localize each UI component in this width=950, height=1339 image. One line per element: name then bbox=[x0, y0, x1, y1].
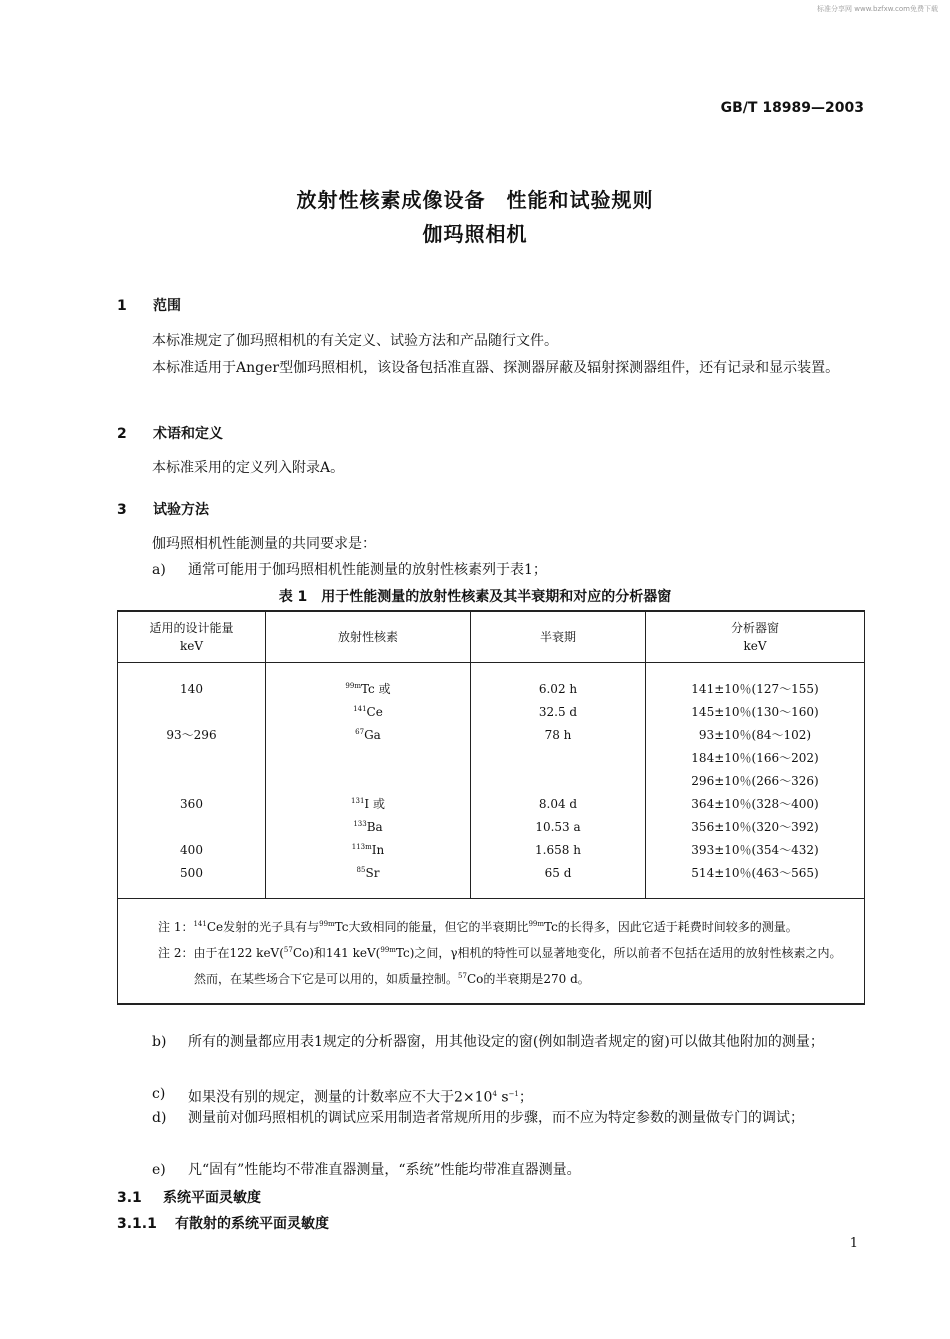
table-row bbox=[118, 700, 865, 723]
table-caption: 表 1 用于性能测量的放射性核素及其半衰期和对应的分析器窗 bbox=[278, 589, 672, 605]
table-notes bbox=[118, 899, 865, 1005]
cell-energy: 400 bbox=[118, 838, 266, 861]
cell-halflife: 10.53 a bbox=[471, 815, 646, 838]
section-number: 3.1 bbox=[117, 1190, 142, 1206]
cell-energy: 500 bbox=[118, 861, 266, 899]
section-3-heading bbox=[117, 499, 209, 519]
header-energy: 适用的设计能量 keV bbox=[118, 611, 266, 663]
standard-number: GB/T 18989—2003 bbox=[720, 100, 864, 116]
section-title: 系统平面灵敏度 bbox=[163, 1190, 261, 1206]
list-label: a) bbox=[152, 562, 166, 578]
list-item-d bbox=[152, 1105, 864, 1131]
cell-energy bbox=[118, 815, 266, 838]
list-item-a bbox=[152, 557, 864, 583]
cell-nuclide bbox=[266, 746, 471, 769]
section-3-1-heading bbox=[117, 1187, 261, 1207]
cell-energy: 140 bbox=[118, 663, 266, 701]
list-label: d) bbox=[152, 1110, 167, 1126]
cell-nuclide: $^{141}$Ce bbox=[266, 700, 471, 723]
cell-energy bbox=[118, 769, 266, 792]
section-title: 试验方法 bbox=[153, 502, 209, 518]
cell-energy: 360 bbox=[118, 792, 266, 815]
table-note-1: 注 1：$^{141}$Ce发射的光子具有与$^{99m}$Tc大致相同的能量，但它的半衰期比$^{99m}$Tc的长得多，因此它适于耗费时间较多的测量。 bbox=[158, 920, 798, 934]
cell-energy bbox=[118, 746, 266, 769]
list-label: e) bbox=[152, 1162, 166, 1178]
section-title: 术语和定义 bbox=[153, 426, 223, 442]
section-title: 范围 bbox=[153, 298, 181, 314]
table-row bbox=[118, 746, 865, 769]
section-number: 2 bbox=[117, 426, 127, 442]
list-text: 测量前对伽玛照相机的调试应采用制造者常规所用的步骤，而不应为特定参数的测量做专门的调试； bbox=[188, 1110, 804, 1126]
list-item-b bbox=[152, 1029, 864, 1055]
cell-halflife: 78 h bbox=[471, 723, 646, 746]
table-note-2: 注 2：由于在122 keV($^{57}$Co)和141 keV($^{99m}$Tc)之间，γ相机的特性可以显著地变化，所以前者不包括在适用的放射性核素之内。然而，在某些场合下它是可以用的，如质量控制。$^{57}$Co的半衰期是270 d。 bbox=[158, 946, 842, 986]
cell-window: 141±10％(127～155) bbox=[646, 663, 865, 701]
cell-nuclide: $^{99m}$Tc 或 bbox=[266, 663, 471, 701]
scope-paragraph-1: 本标准规定了伽玛照相机的有关定义、试验方法和产品随行文件。 bbox=[152, 333, 558, 349]
table-row bbox=[118, 815, 865, 838]
cell-halflife: 8.04 d bbox=[471, 792, 646, 815]
table-row bbox=[118, 792, 865, 815]
section-1-heading bbox=[117, 295, 181, 315]
cell-nuclide: $^{85}$Sr bbox=[266, 861, 471, 899]
watermark: 标准分享网 www.bzfxw.com免费下载 bbox=[817, 5, 938, 13]
section-number: 1 bbox=[117, 298, 127, 314]
cell-nuclide: $^{131}$I 或 bbox=[266, 792, 471, 815]
section-number: 3.1.1 bbox=[117, 1216, 157, 1232]
page-number: 1 bbox=[849, 1236, 858, 1251]
document-title: 放射性核素成像设备 性能和试验规则 bbox=[296, 188, 654, 212]
list-text: 凡“固有”性能均不带准直器测量，“系统”性能均带准直器测量。 bbox=[188, 1162, 581, 1178]
table-row bbox=[118, 769, 865, 792]
terms-paragraph: 本标准采用的定义列入附录A。 bbox=[152, 460, 345, 476]
list-text: 如果没有别的规定，测量的计数率应不大于$2\times 10^4$ $s^{-1}$； bbox=[188, 1089, 533, 1106]
cell-window: 356±10％(320～392) bbox=[646, 815, 865, 838]
cell-window: 514±10％(463～565) bbox=[646, 861, 865, 899]
section-3-1-1-heading bbox=[117, 1213, 329, 1233]
cell-window: 93±10％(84～102) bbox=[646, 723, 865, 746]
list-label: b) bbox=[152, 1034, 167, 1050]
header-window: 分析器窗 keV bbox=[646, 611, 865, 663]
document-subtitle: 伽玛照相机 bbox=[422, 222, 528, 246]
cell-halflife bbox=[471, 769, 646, 792]
section-2-heading bbox=[117, 423, 223, 443]
cell-nuclide: $^{113m}$In bbox=[266, 838, 471, 861]
header-nuclide: 放射性核素 bbox=[266, 611, 471, 663]
cell-halflife: 65 d bbox=[471, 861, 646, 899]
cell-energy bbox=[118, 700, 266, 723]
table-header-row bbox=[118, 611, 865, 663]
table-row bbox=[118, 663, 865, 701]
cell-halflife: 6.02 h bbox=[471, 663, 646, 701]
cell-halflife bbox=[471, 746, 646, 769]
header-halflife: 半衰期 bbox=[471, 611, 646, 663]
list-label: c) bbox=[152, 1086, 166, 1102]
table-row bbox=[118, 723, 865, 746]
list-item-e bbox=[152, 1157, 864, 1183]
list-text: 所有的测量都应用表1规定的分析器窗，用其他设定的窗(例如制造者规定的窗)可以做其他附加的测量； bbox=[188, 1034, 824, 1050]
cell-window: 393±10％(354～432) bbox=[646, 838, 865, 861]
section-title: 有散射的系统平面灵敏度 bbox=[175, 1216, 329, 1232]
cell-energy: 93～296 bbox=[118, 723, 266, 746]
cell-halflife: 1.658 h bbox=[471, 838, 646, 861]
cell-window: 296±10％(266～326) bbox=[646, 769, 865, 792]
table-row bbox=[118, 838, 865, 861]
cell-nuclide: $^{67}$Ga bbox=[266, 723, 471, 746]
table-notes-row bbox=[118, 899, 865, 1005]
scope-paragraph-2: 本标准适用于Anger型伽玛照相机，该设备包括准直器、探测器屏蔽及辐射探测器组件，还有记录和显示装置。 bbox=[152, 360, 840, 376]
cell-nuclide bbox=[266, 769, 471, 792]
nuclide-table bbox=[117, 610, 865, 1005]
cell-window: 145±10％(130～160) bbox=[646, 700, 865, 723]
section-number: 3 bbox=[117, 502, 127, 518]
cell-window: 184±10％(166～202) bbox=[646, 746, 865, 769]
table-row bbox=[118, 861, 865, 899]
test-methods-intro: 伽玛照相机性能测量的共同要求是： bbox=[152, 536, 376, 552]
cell-nuclide: $^{133}$Ba bbox=[266, 815, 471, 838]
cell-halflife: 32.5 d bbox=[471, 700, 646, 723]
list-text: 通常可能用于伽玛照相机性能测量的放射性核素列于表1； bbox=[188, 562, 547, 578]
cell-window: 364±10％(328～400) bbox=[646, 792, 865, 815]
